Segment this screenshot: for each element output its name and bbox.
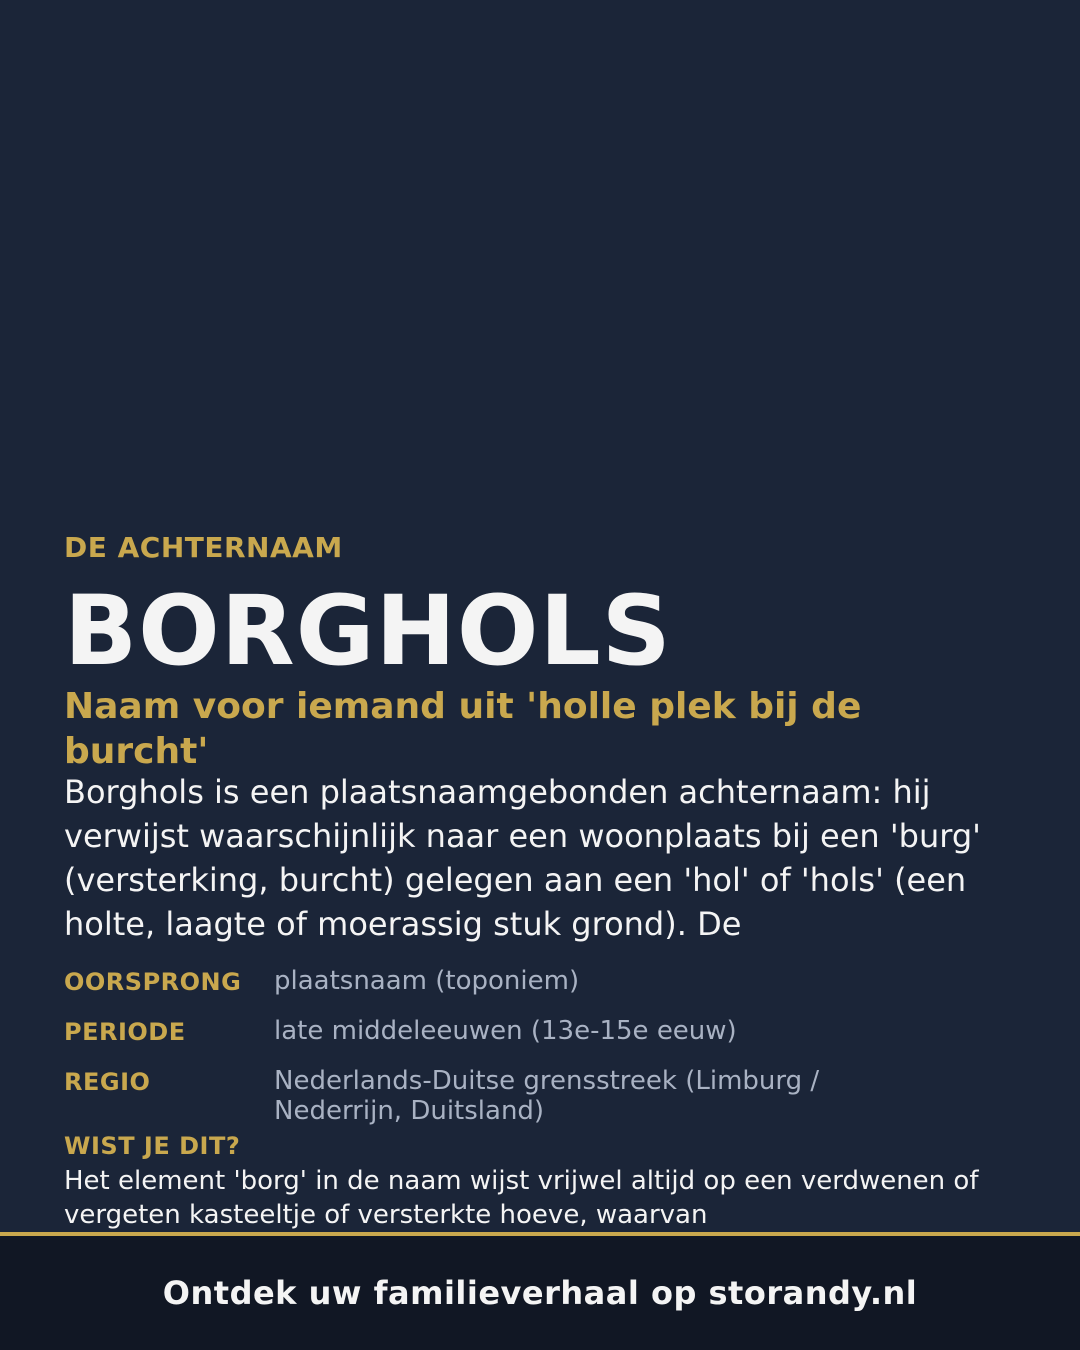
surname-meaning: Naam voor iemand uit 'holle plek bij de burcht' xyxy=(64,686,862,772)
fact-row-origin xyxy=(64,964,1016,1000)
eyebrow-label: DE ACHTERNAAM xyxy=(64,531,343,564)
did-you-know-text: Het element 'borg' in de naam wijst vrijwel altijd op een verdwenen of vergeten kasteeltje of versterkte hoeve, waarvan xyxy=(64,1166,979,1230)
fact-label: REGIO xyxy=(64,1068,151,1096)
did-you-know-block xyxy=(64,1164,1016,1232)
fact-label: OORSPRONG xyxy=(64,968,242,996)
footer-banner xyxy=(0,1232,1080,1350)
fact-label: PERIODE xyxy=(64,1018,186,1046)
fact-value: plaatsnaam (toponiem) xyxy=(274,966,580,996)
surname-title: BORGHOLS xyxy=(64,575,672,687)
fact-row-period xyxy=(64,1014,1016,1050)
did-you-know-label: WIST JE DIT? xyxy=(64,1132,241,1160)
facts-list xyxy=(64,964,1016,1140)
fact-row-region xyxy=(64,1064,1016,1126)
footer-cta[interactable]: Ontdek uw familieverhaal op storandy.nl xyxy=(162,1274,918,1312)
fact-value: late middeleeuwen (13e-15e eeuw) xyxy=(274,1016,737,1046)
description-text: Borghols is een plaatsnaamgebonden achternaam: hij verwijst waarschijnlijk naar een woonplaats bij een 'burg' (versterking, burcht) gelegen aan een 'hol' of 'hols' (een holte, laagte of moerassig stuk grond). De xyxy=(64,773,981,943)
description-block xyxy=(64,770,1016,946)
fact-value: Nederlands-Duitse grensstreek (Limburg / Nederrijn, Duitsland) xyxy=(274,1066,820,1126)
